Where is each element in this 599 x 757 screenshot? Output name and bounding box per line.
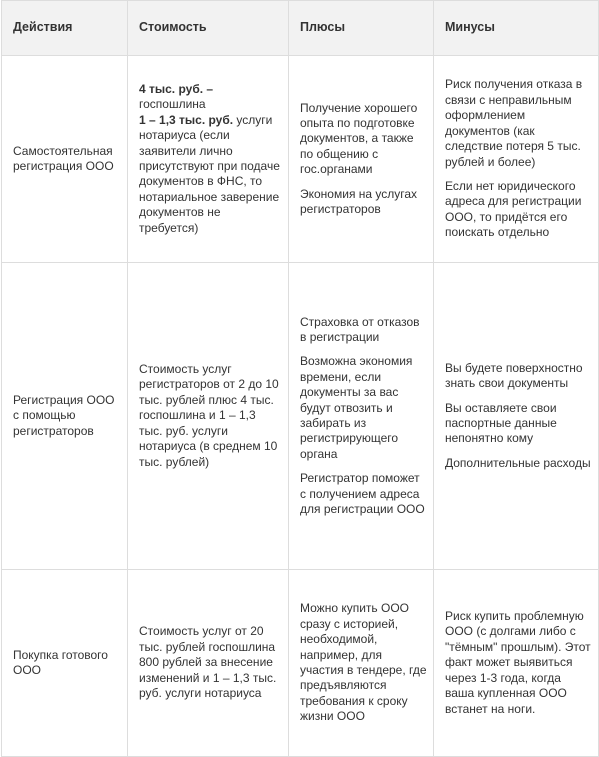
cost-span: услуги нотариуса (если заявители лично присутствуют при подаче документов в ФНС, то нотариальное заверение документов не требуется): [139, 112, 280, 235]
table-row: [2, 56, 599, 263]
pros-item: Регистратор поможет с получением адреса для регистрации ООО: [300, 471, 425, 517]
cons-item: Если нет юридического адреса для регистрации ООО, то придётся его поискать отдельно: [445, 178, 582, 240]
pros-item: Экономия на услугах регистраторов: [300, 186, 418, 217]
header-cons: Минусы: [434, 1, 599, 56]
action-text: Регистрация ООО с помощью регистраторов: [13, 392, 115, 438]
cons-cell: [434, 263, 599, 570]
action-cell: [2, 56, 128, 263]
cons-cell: [434, 570, 599, 757]
pros-item: Страховка от отказов в регистрации: [300, 314, 420, 344]
pros-item: Можно купить ООО сразу с историей, необходимой, например, для участия в тендере, где предъявляются требования к сроку жизни ООО: [300, 601, 427, 724]
cost-text: Стоимость услуг от 20 тыс. рублей госпошлина 800 рублей за внесение изменений и 1 – 1,3 тыс. руб. услуги нотариуса: [139, 624, 277, 701]
action-cell: [2, 263, 128, 570]
cost-cell: [128, 263, 289, 570]
cost-bold: 1 – 1,3 тыс. руб.: [139, 112, 234, 127]
header-pros: Плюсы: [289, 1, 434, 56]
comparison-table: [1, 0, 599, 757]
pros-cell: [289, 56, 434, 263]
pros-cell: [289, 263, 434, 570]
table-row: [2, 570, 599, 757]
cost-cell: [128, 570, 289, 757]
table-row: [2, 263, 599, 570]
action-cell: [2, 570, 128, 757]
cons-item: Дополнительные расходы: [445, 455, 591, 470]
cost-bold: 4 тыс. руб. –: [139, 81, 214, 96]
cost-text: Стоимость услуг регистраторов от 2 до 10 тыс. рублей плюс 4 тыс. госпошлина и 1 – 1,3 тыс. руб. услуги нотариуса (в среднем 10 тыс. рублей): [139, 362, 279, 469]
cons-item: Риск купить проблемную ООО (с долгами либо с "тёмным" прошлым). Этот факт может выявиться через 1-3 года, когда ваша купленная ООО встанет на ноги.: [445, 609, 591, 716]
pros-cell: [289, 570, 434, 757]
cons-item: Риск получения отказа в связи с неправильным оформлением документов (как следствие потеря 5 тыс. рублей и более): [445, 77, 583, 169]
header-actions: Действия: [2, 1, 128, 56]
pros-item: Получение хорошего опыта по подготовке документов, а также по общению с гос.органами: [300, 100, 418, 177]
cost-span: госпошлина: [139, 97, 206, 112]
header-cost: Стоимость: [128, 1, 289, 56]
header-row: [2, 1, 599, 56]
cost-text: [139, 82, 282, 236]
cons-item: Вы будете поверхностно знать свои документы: [445, 360, 583, 391]
action-text: Покупка готового ООО: [13, 647, 108, 677]
action-text: Самостоятельная регистрация ООО: [13, 143, 114, 173]
cons-cell: [434, 56, 599, 263]
cons-item: Вы оставляете свои паспортные данные непонятно кому: [445, 400, 557, 446]
cost-cell: [128, 56, 289, 263]
pros-item: Возможна экономия времени, если документы за вас будут отвозить и забирать из регистрирующего органа: [300, 354, 413, 461]
